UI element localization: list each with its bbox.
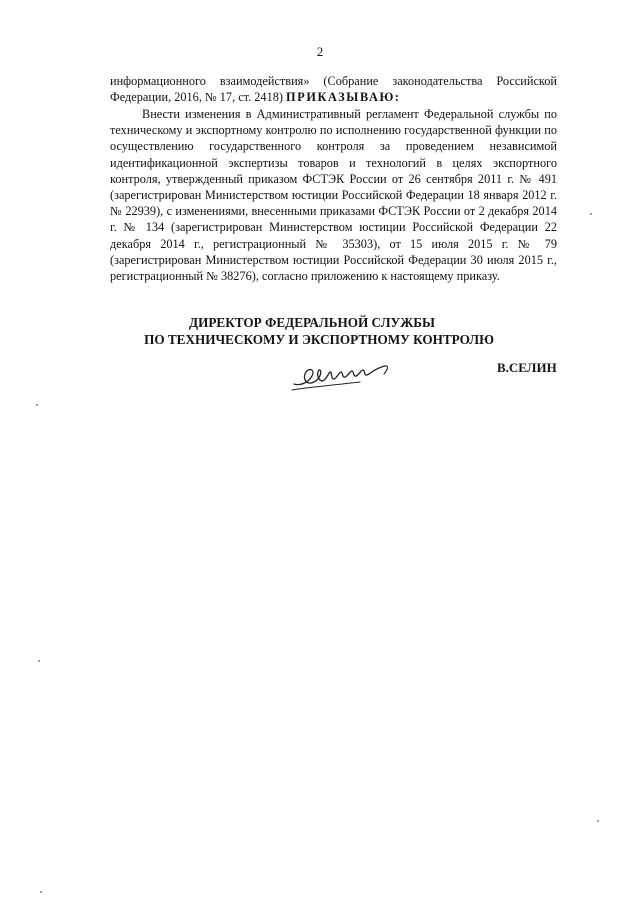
paragraph-continuation <box>110 73 557 105</box>
paragraph-continuation-text: информационного взаимодействия» (Собрание законодательства Российской Федерации, 2016, № 17, ст. 2418) <box>110 74 557 105</box>
signatory-name: В.СЕЛИН <box>497 360 557 375</box>
signatory-position-line-2: ПО ТЕХНИЧЕСКОМУ И ЭКСПОРТНОМУ КОНТРОЛЮ <box>144 332 494 347</box>
signatory-position-line-1: ДИРЕКТОР ФЕДЕРАЛЬНОЙ СЛУЖБЫ <box>189 315 435 330</box>
order-keyword: ПРИКАЗЫВАЮ: <box>286 90 401 105</box>
handwritten-signature <box>290 360 400 394</box>
page-number: 2 <box>316 44 324 59</box>
scan-speck <box>38 660 40 662</box>
scan-speck <box>36 404 38 406</box>
scan-speck <box>590 213 592 215</box>
scan-speck <box>597 820 599 822</box>
order-paragraph: Внести изменения в Административный регламент Федеральной службы по техническому и экспортному контролю по исполнению государственной функции по осуществлению государственного контроля за проведением независимой идентификационной экспертизы товаров и технологий в целях экспортного контроля, утвержденный приказом ФСТЭК России от 26 сентября 2011 г. № 491 (зарегистрирован Министерством юстиции Российской Федерации 18 января 2012 г. № 22939), с изменениями, внесенными приказами ФСТЭК России от 2 декабря 2014 г. № 134 (зарегистрирован Министерством юстиции Российской Федерации 22 декабря 2014 г., регистрационный № 35303), от 15 июля 2015 г. № 79 (зарегистрирован Министерством юстиции Российской Федерации 30 июля 2015 г., регистрационный № 38276), согласно приложению к настоящему приказу. <box>110 107 557 284</box>
scan-speck <box>40 891 42 893</box>
signatory-position <box>0 314 640 348</box>
